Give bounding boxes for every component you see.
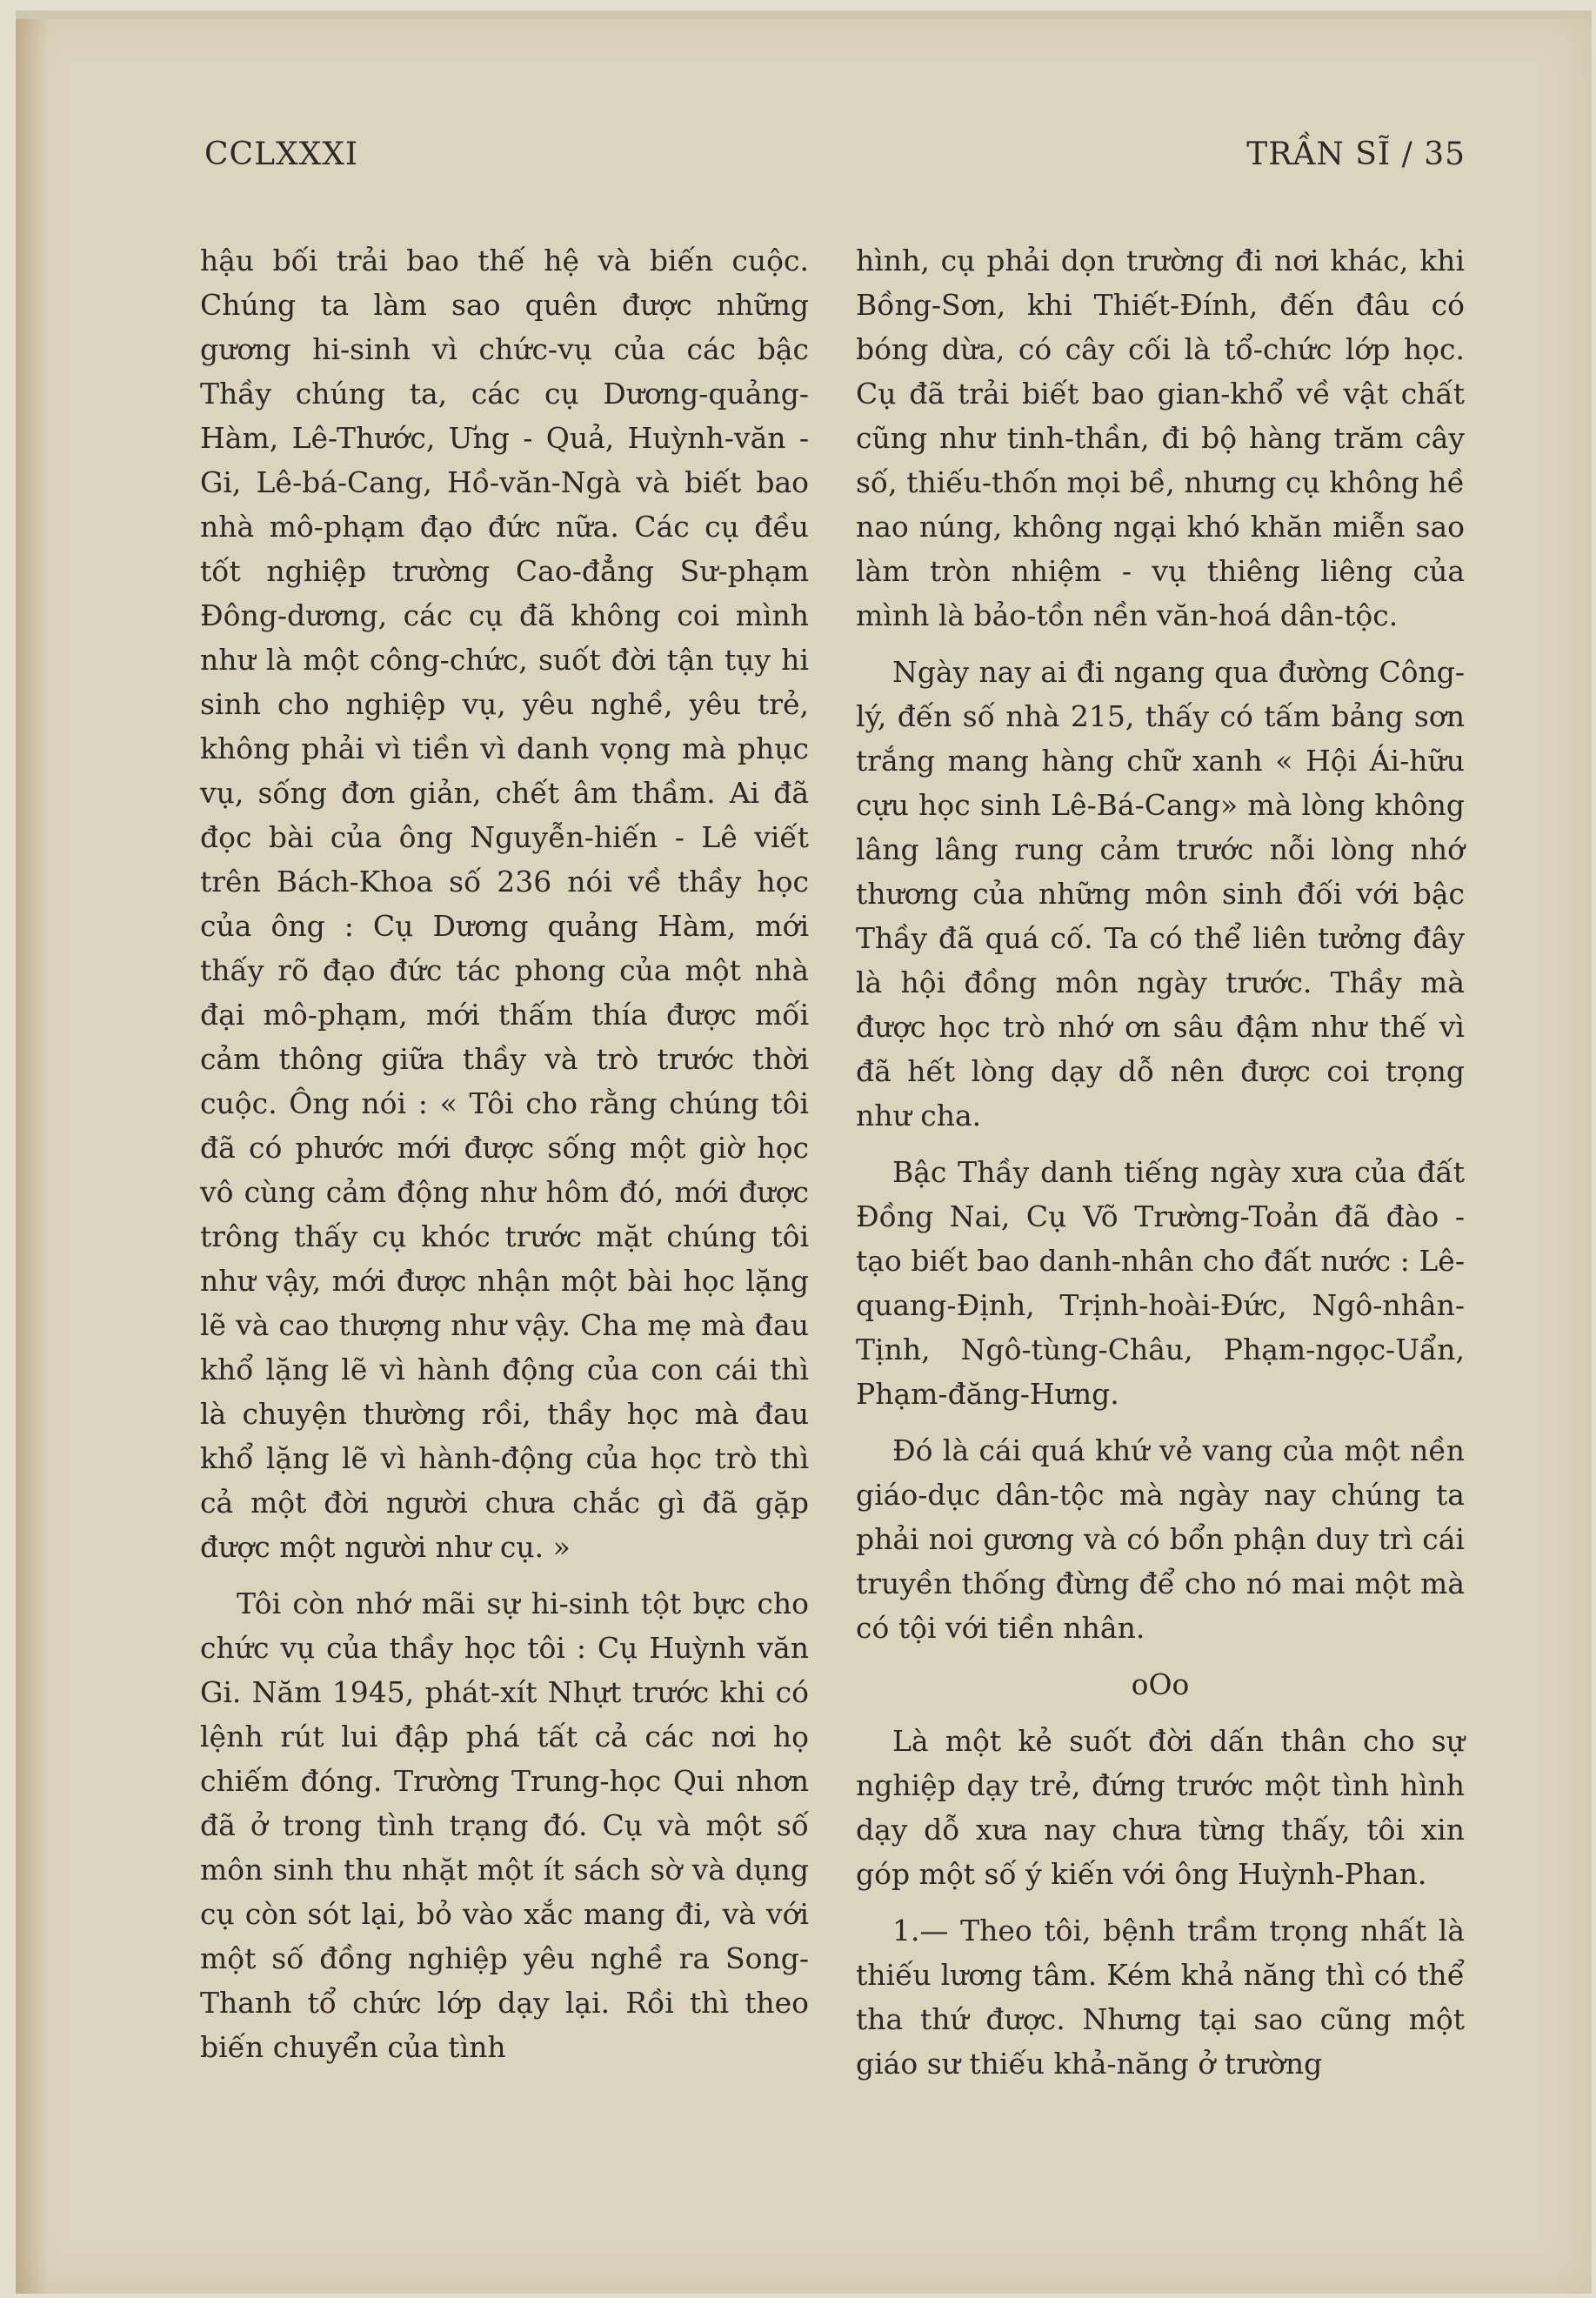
section-separator: oOo xyxy=(1131,1667,1190,1701)
paragraph: Bậc Thầy danh tiếng ngày xưa của đất Đồng Nai, Cụ Võ Trường-Toản đã đào - tạo biết bao danh-nhân cho đất nước : Lê-quang-Định, Trịnh-hoài-Đức, Ngô-nhân-Tịnh, Ngô-tùng-Châu, Phạm-ngọc-Uẩn, Phạm-đăng-Hưng. xyxy=(856,1155,1465,1411)
paragraph: 1.— Theo tôi, bệnh trầm trọng nhất là thiếu lương tâm. Kém khả năng thì có thể tha thứ được. Nhưng tại sao cũng một giáo sư thiếu khả-năng ở trường xyxy=(856,1914,1465,2081)
paragraph: Tôi còn nhớ mãi sự hi-sinh tột bực cho chức vụ của thầy học tôi : Cụ Huỳnh văn Gi. Năm 1945, phát-xít Nhựt trước khi có lệnh rút lui đập phá tất cả các nơi họ chiếm đóng. Trường Trung-học Qui nhơn đã ở trong tình trạng đó. Cụ và một số môn sinh thu nhặt một ít sách sờ và dụng cụ còn sót lại, bỏ vào xắc mang đi, và với một số đồng nghiệp yêu nghề ra Song-Thanh tổ chức lớp dạy lại. Rồi thì theo biến chuyển của tình xyxy=(200,1587,809,2064)
paragraph: Ngày nay ai đi ngang qua đường Công-lý, đến số nhà 215, thấy có tấm bảng sơn trắng mang hàng chữ xanh « Hội Ái-hữu cựu học sinh Lê-Bá-Cang» mà lòng không lâng lâng rung cảm trước nỗi lòng nhớ thương của những môn sinh đối với bậc Thầy đã quá cố. Ta có thể liên tưởng đây là hội đồng môn ngày trước. Thầy mà được học trò nhớ ơn sâu đậm như thế vì đã hết lòng dạy dỗ nên được coi trọng như cha. xyxy=(856,655,1465,1132)
right-column xyxy=(856,238,1465,2098)
paragraph: hình, cụ phải dọn trường đi nơi khác, khi Bồng-Sơn, khi Thiết-Đính, đến đâu có bóng dừa, có cây cối là tổ-chức lớp học. Cụ đã trải biết bao gian-khổ về vật chất cũng như tinh-thần, đi bộ hàng trăm cây số, thiếu-thốn mọi bề, nhưng cụ không hề nao núng, không ngại khó khăn miễn sao làm tròn nhiệm - vụ thiêng liêng của mình là bảo-tồn nền văn-hoá dân-tộc. xyxy=(856,244,1465,632)
paragraph: Đó là cái quá khứ vẻ vang của một nền giáo-dục dân-tộc mà ngày nay chúng ta phải noi gương và có bổn phận duy trì cái truyền thống đừng để cho nó mai một mà có tội với tiền nhân. xyxy=(856,1433,1465,1645)
paragraph: hậu bối trải bao thế hệ và biến cuộc. Chúng ta làm sao quên được những gương hi-sinh vì chức-vụ của các bậc Thầy chúng ta, các cụ Dương-quảng-Hàm, Lê-Thước, Ưng - Quả, Huỳnh-văn - Gi, Lê-bá-Cang, Hồ-văn-Ngà và biết bao nhà mô-phạm đạo đức nữa. Các cụ đều tốt nghiệp trường Cao-đẳng Sư-phạm Đông-dương, các cụ đã không coi mình như là một công-chức, suốt đời tận tụy hi sinh cho nghiệp vụ, yêu nghề, yêu trẻ, không phải vì tiền vì danh vọng mà phục vụ, sống đơn giản, chết âm thầm. Ai đã đọc bài của ông Nguyễn-hiến - Lê viết trên Bách-Khoa số 236 nói về thầy học của ông : Cụ Dương quảng Hàm, mới thấy rõ đạo đức tác phong của một nhà đại mô-phạm, mới thấm thía được mối cảm thông giữa thầy và trò trước thời cuộc. Ông nói : « Tôi cho rằng chúng tôi đã có phước mới được sống một giờ học vô cùng cảm động như hôm đó, mới được trông thấy cụ khóc trước mặt chúng tôi như vậy, mới được nhận một bài học lặng lẽ và cao thượng như vậy. Cha mẹ mà đau khổ lặng lẽ vì hành động của con cái thì là chuyện thường rồi, thầy học mà đau khổ lặng lẽ vì hành-động của học trò thì cả một đời người chưa chắc gì đã gặp được một người như cụ. » xyxy=(200,244,809,1564)
book-page xyxy=(16,10,1592,2294)
running-head-author-page: TRẦN SĨ / 35 xyxy=(1246,137,1466,172)
chapter-number: CCLXXXI xyxy=(204,137,359,172)
paragraph: Là một kẻ suốt đời dấn thân cho sự nghiệp dạy trẻ, đứng trước một tình hình dạy dỗ xưa nay chưa từng thấy, tôi xin góp một số ý kiến với ông Huỳnh-Phan. xyxy=(856,1724,1465,1891)
left-column xyxy=(200,238,809,2081)
